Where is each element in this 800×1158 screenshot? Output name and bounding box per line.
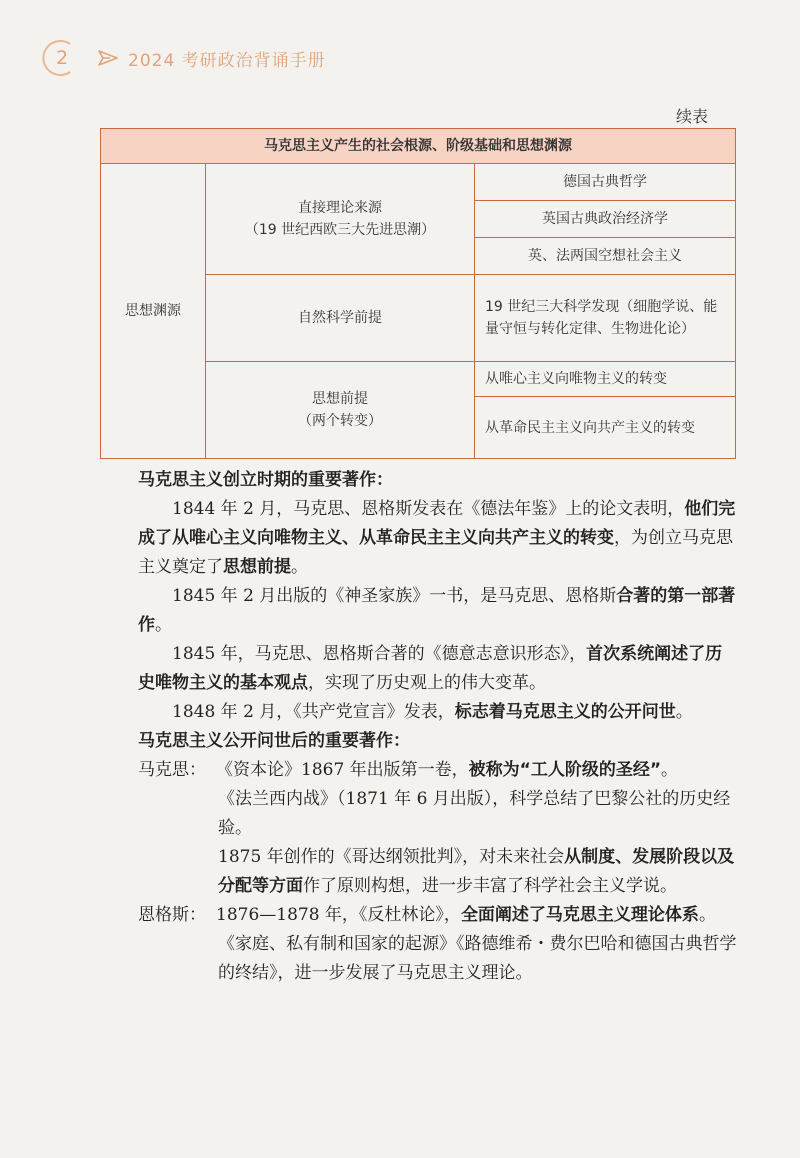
bold-run: 被称为“工人阶级的圣经” — [468, 760, 662, 780]
text-run: 。 — [291, 557, 308, 577]
ideological-premise-cell — [206, 362, 475, 459]
cell-line: （19 世纪西欧三大先进思潮） — [244, 222, 436, 238]
cell-line: （两个转变） — [298, 413, 382, 429]
bold-run: 合著的第一部著作 — [138, 586, 736, 635]
page-number-badge — [40, 38, 80, 78]
paragraph — [138, 698, 738, 727]
bold-run: 首次系统阐述了历史唯物主义的基本观点 — [138, 644, 723, 693]
paragraph — [138, 640, 738, 698]
section-heading: 马克思主义公开问世后的重要著作： — [138, 731, 410, 751]
author-label: 马克思： — [138, 760, 206, 780]
text-run: 。 — [675, 702, 693, 722]
text-run: 。 — [698, 905, 716, 925]
paper-plane-icon — [98, 50, 118, 66]
cell-line: 直接理论来源 — [298, 200, 382, 216]
text-run: 1844 年 2 月，马克思、恩格斯发表在《德法年鉴》上的论文表明， — [172, 499, 685, 519]
engels-works — [138, 901, 738, 930]
table-title: 马克思主义产生的社会根源、阶级基础和思想渊源 — [101, 129, 736, 164]
table-cell: 英国古典政治经济学 — [475, 201, 736, 238]
text-run: ，为创立马克思主义奠定了 — [138, 528, 733, 577]
row-header-ideological-sources: 思想渊源 — [101, 164, 206, 459]
text-run: 1848 年 2 月，《共产党宣言》发表， — [172, 702, 455, 722]
text-run: 1845 年 2 月出版的《神圣家族》一书，是马克思、恩格斯 — [172, 586, 617, 606]
work-entry — [138, 843, 738, 901]
cell-line: 思想前提 — [312, 391, 368, 407]
text-run: 《资本论》1867 年出版第一卷， — [216, 760, 469, 780]
text-run: ，实现了历史观上的伟大变革。 — [308, 673, 546, 693]
table-cell: 19 世纪三大科学发现（细胞学说、能量守恒与转化定律、生物进化论） — [475, 275, 736, 362]
work-entry — [216, 756, 738, 785]
bold-run: 全面阐述了马克思主义理论体系 — [460, 905, 699, 925]
table-cell: 从革命民主主义向共产主义的转变 — [475, 397, 736, 459]
text-run: 1845 年，马克思、恩格斯合著的《德意志意识形态》， — [172, 644, 587, 664]
direct-source-cell — [206, 164, 475, 275]
paragraph — [138, 495, 738, 582]
work-entry: 《家庭、私有制和国家的起源》《路德维希・费尔巴哈和德国古典哲学的终结》，进一步发展了马克思主义理论。 — [218, 934, 737, 983]
work-entry — [216, 901, 738, 930]
paragraph — [138, 582, 738, 640]
text-run: 1875 年创作的《哥达纲领批判》，对未来社会 — [218, 847, 565, 867]
natural-science-cell: 自然科学前提 — [206, 275, 475, 362]
sources-table — [100, 128, 736, 459]
marx-works — [138, 756, 738, 785]
table-cell: 德国古典哲学 — [475, 164, 736, 201]
text-run: 。 — [155, 615, 172, 635]
continued-label: 续表 — [675, 107, 708, 126]
bold-run: 从制度、发展阶段以及分配等方面 — [218, 847, 735, 896]
bold-run: 标志着马克思主义的公开问世 — [454, 702, 676, 722]
table-cell: 英、法两国空想社会主义 — [475, 238, 736, 275]
work-entry: 《法兰西内战》（1871 年 6 月出版），科学总结了巴黎公社的历史经验。 — [218, 789, 731, 838]
text-run: 1876—1878 年，《反杜林论》， — [216, 905, 461, 925]
section-heading: 马克思主义创立时期的重要著作： — [138, 470, 393, 490]
page-number: 2 — [56, 47, 69, 69]
table-row — [101, 164, 736, 201]
bold-run: 他们完成了从唯心主义向唯物主义、从革命民主主义向共产主义的转变 — [138, 499, 736, 548]
table-row — [101, 129, 736, 164]
text-run: 。 — [661, 760, 679, 780]
body-text — [138, 466, 738, 988]
text-run: 作了原则构想，进一步丰富了科学社会主义学说。 — [303, 876, 677, 896]
table-cell: 从唯心主义向唯物主义的转变 — [475, 362, 736, 397]
book-title: 2024 考研政治背诵手册 — [128, 50, 326, 71]
bold-run: 思想前提 — [223, 557, 291, 577]
author-label: 恩格斯： — [138, 905, 206, 925]
page-header — [40, 36, 326, 80]
